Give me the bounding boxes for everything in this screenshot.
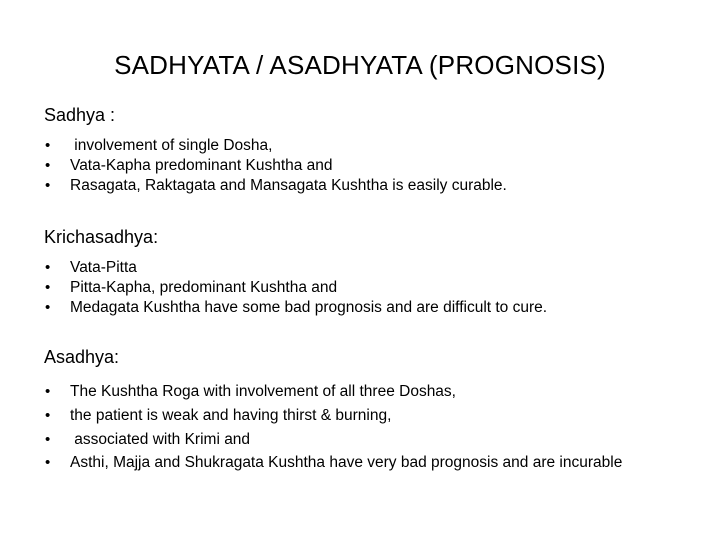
list-item-text: Rasagata, Raktagata and Mansagata Kushtha is easily curable. [70, 177, 507, 194]
section-heading-sadhya: Sadhya : [44, 105, 116, 125]
bullet-icon: • [45, 137, 51, 154]
section-heading-krichasadhya: Krichasadhya: [44, 227, 159, 247]
page-title: SADHYATA / ASADHYATA (PROGNOSIS) [114, 50, 606, 80]
list-item [44, 406, 694, 426]
list-item-text: associated with Krimi and [70, 431, 251, 448]
bullet-icon: • [45, 157, 51, 174]
list-item [44, 298, 694, 318]
list-item [44, 156, 694, 176]
list-item [44, 430, 694, 450]
section-heading-asadhya: Asadhya: [44, 347, 120, 367]
list-item-text: the patient is weak and having thirst & burning, [70, 407, 392, 424]
list-item [44, 454, 640, 472]
list-item [44, 278, 694, 298]
bullet-icon: • [45, 454, 51, 471]
list-item-text: Vata-Kapha predominant Kushtha and [70, 157, 333, 174]
bullet-icon: • [45, 383, 51, 400]
section-asadhya [44, 346, 694, 476]
bullet-icon: • [45, 279, 51, 296]
bullet-icon: • [45, 259, 51, 276]
asadhya-list [44, 382, 694, 472]
bullet-icon: • [45, 177, 51, 194]
section-sadhya [44, 104, 694, 196]
list-item-text: Medagata Kushtha have some bad prognosis and are difficult to cure. [70, 299, 548, 316]
bullet-icon: • [45, 431, 51, 448]
krichasadhya-list [44, 258, 694, 318]
list-item-text: involvement of single Dosha, [70, 137, 273, 154]
list-item [44, 176, 694, 196]
bullet-icon: • [45, 407, 51, 424]
list-item-text: Vata-Pitta [70, 259, 137, 276]
list-item-text: Asthi, Majja and Shukragata Kushtha have very bad prognosis and are incurable [70, 454, 623, 471]
list-item-text: Pitta-Kapha, predominant Kushtha and [70, 279, 338, 296]
section-krichasadhya [44, 226, 694, 318]
sadhya-list [44, 136, 694, 196]
list-item-text: The Kushtha Roga with involvement of all three Doshas, [70, 383, 456, 400]
list-item [44, 136, 694, 156]
bullet-icon: • [45, 299, 51, 316]
list-item [44, 258, 694, 278]
list-item [44, 382, 694, 402]
